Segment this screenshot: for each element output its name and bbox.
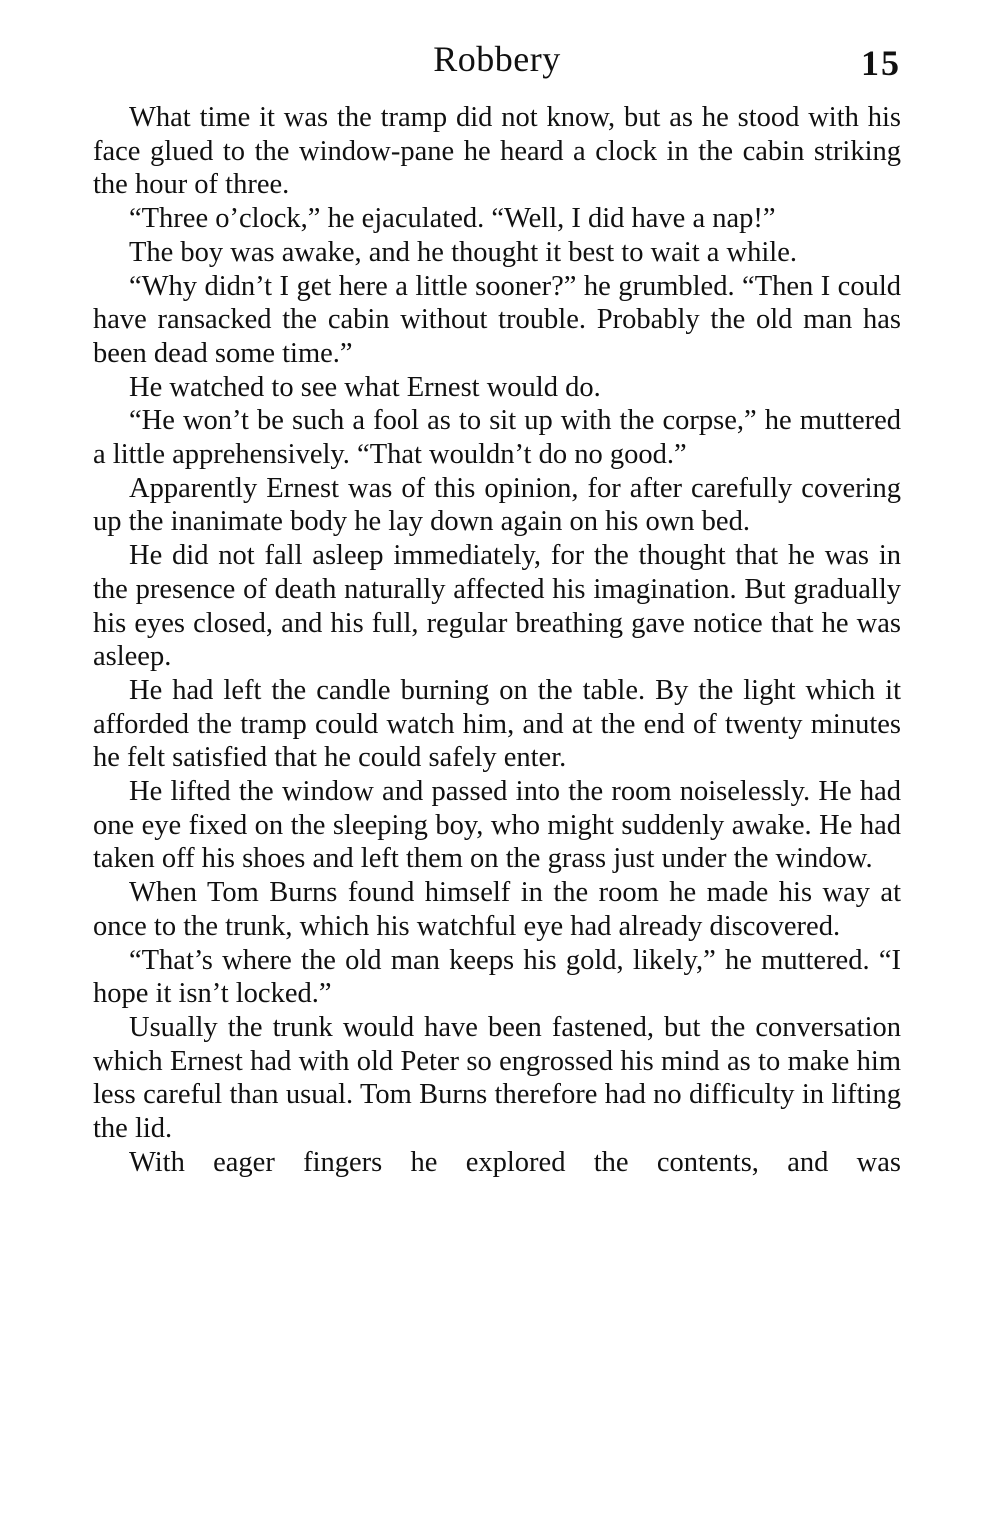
paragraph: What time it was the tramp did not know, but as he stood with his face glued to the window-pane he heard a clock in the cabin striking the hour of three. xyxy=(93,102,901,201)
paragraph: Apparently Ernest was of this opinion, for after carefully covering up the inanimate body he lay down again on his own bed. xyxy=(93,472,901,538)
paragraph: With eager fingers he explored the contents, and was xyxy=(129,1146,901,1178)
paragraph: Usually the trunk would have been fastened, but the conversation which Ernest had with old Peter so engrossed his mind as to make him less careful than usual. Tom Burns therefore had no difficulty in lifting the lid. xyxy=(93,1011,901,1145)
body-text xyxy=(93,101,901,1180)
paragraph: The boy was awake, and he thought it best to wait a while. xyxy=(129,236,797,268)
paragraph: “He won’t be such a fool as to sit up with the corpse,” he muttered a little apprehensively. “That wouldn’t do no good.” xyxy=(93,405,901,471)
paragraph: He did not fall asleep immediately, for the thought that he was in the presence of death naturally affected his imagination. But gradually his eyes closed, and his full, regular breathing gave notice that he was asleep. xyxy=(93,540,901,673)
running-head xyxy=(93,38,901,88)
paragraph: He watched to see what Ernest would do. xyxy=(129,371,601,403)
chapter-title: Robbery xyxy=(433,39,561,79)
page-number: 15 xyxy=(861,43,901,83)
paragraph: “Three o’clock,” he ejaculated. “Well, I did have a nap!” xyxy=(129,203,776,235)
paragraph: “Why didn’t I get here a little sooner?” he grumbled. “Then I could have ransacked the cabin without trouble. Probably the old man has been dead some time.” xyxy=(93,270,901,369)
paragraph: When Tom Burns found himself in the room he made his way at once to the trunk, which his watchful eye had already discovered. xyxy=(93,877,901,942)
paragraph: He had left the candle burning on the table. By the light which it afforded the tramp could watch him, and at the end of twenty minutes he felt satisfied that he could safely enter. xyxy=(93,674,901,774)
paragraph: “That’s where the old man keeps his gold, likely,” he muttered. “I hope it isn’t locked.” xyxy=(93,944,901,1010)
paragraph: He lifted the window and passed into the room noiselessly. He had one eye fixed on the sleeping boy, who might suddenly awake. He had taken off his shoes and left them on the grass just under the window. xyxy=(93,776,901,875)
